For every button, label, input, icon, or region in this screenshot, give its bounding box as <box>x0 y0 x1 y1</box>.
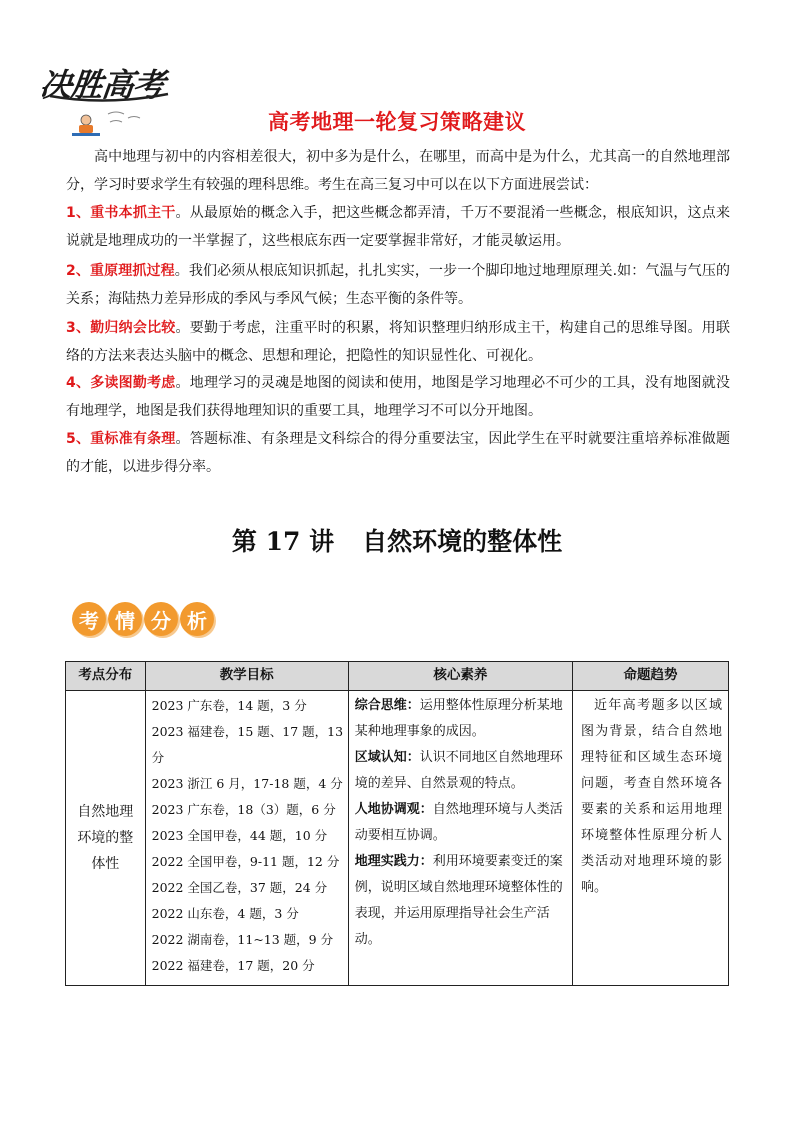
goal-item: 2023 全国甲卷，44 题，10 分 <box>151 828 328 843</box>
lecture-title: 自然环境的整体性 <box>362 527 563 556</box>
goal-item: 2022 湖南卷，11~13 题，9 分 <box>151 932 334 947</box>
lecture-number: 第 17 讲 <box>231 527 335 556</box>
literacy-text: 利用环境要素变迁的案例，说明区域自然地理环境整体性的表现，并运用原理指导社会生产活动。 <box>354 854 563 947</box>
tip-heading: 重书本抓主干 <box>90 205 176 221</box>
goals-cell <box>145 691 348 986</box>
intro-paragraph: 高中地理与初中的内容相差很大，初中多为是什么，在哪里，而高中是为什么，尤其高一的自然地理部分，学习时要求学生有较强的理科思维。考生在高三复习中可以在以下方面进展尝试： <box>66 149 730 193</box>
table-row <box>66 691 729 986</box>
header-cell: 考点分布 <box>66 662 146 691</box>
tip-number: 2、 <box>66 263 90 279</box>
tip-number: 4、 <box>66 375 91 391</box>
goal-item: 2023 福建卷，15 题、17 题，13 分 <box>151 724 344 765</box>
goal-item: 2023 广东卷，14 题，3 分 <box>151 698 307 713</box>
tip-heading: 重标准有条理 <box>90 431 176 447</box>
goal-item: 2023 广东卷，18（3）题，6 分 <box>151 802 336 817</box>
trend-cell: 近年高考题多以区域图为背景，结合自然地理特征和区域生态环境问题，考查自然环境各要素的关系和运用地理环境整体性原理分析人类活动对地理环境的影响。 <box>572 691 728 986</box>
tip-body: 。我们必须从根底知识抓起，扎扎实实，一步一个脚印地过地理原理关.如：气温与气压的关系；海陆热力差异形成的季风与季风气候；生态平衡的条件等。 <box>66 263 731 307</box>
tip-number: 1、 <box>66 205 91 221</box>
badge-char: 析 <box>180 602 214 636</box>
tip-body: 。答题标准、有条理是文科综合的得分重要法宝，因此学生在平时就要注重培养标准做题的才能，以进步得分率。 <box>66 431 730 475</box>
literacy-item <box>355 745 566 797</box>
goal-item: 2022 山东卷，4 题，3 分 <box>151 906 299 921</box>
literacy-label: 人地协调观： <box>354 802 433 817</box>
tip-3 <box>66 314 730 370</box>
tip-heading: 重原理抓过程 <box>90 263 175 279</box>
badge-char: 分 <box>144 602 178 636</box>
logo-text: 决胜高考 <box>37 66 166 104</box>
tip-number: 3、 <box>66 320 91 336</box>
literacy-label: 区域认知： <box>354 750 420 765</box>
tip-5 <box>66 425 730 481</box>
literacy-text: 自然地理环境与人类活动要相互协调。 <box>354 802 563 843</box>
literacy-cell <box>348 691 572 986</box>
goal-item: 2022 全国乙卷，37 题，24 分 <box>151 880 328 895</box>
tip-4 <box>66 369 730 425</box>
header-cell: 教学目标 <box>145 662 348 691</box>
literacy-item <box>355 797 566 849</box>
tip-number: 5、 <box>66 431 91 447</box>
literacy-item <box>355 849 566 953</box>
tip-1 <box>66 199 730 255</box>
literacy-label: 综合思维： <box>354 698 420 713</box>
goal-item: 2022 全国甲卷，9-11 题，12 分 <box>151 854 340 869</box>
tip-body: 。要勤于考虑，注重平时的积累，将知识整理归纳形成主干，构建自己的思维导图。用联络的方法来表达头脑中的概念、思想和理论，把隐性的知识显性化、可视化。 <box>66 320 730 364</box>
topic-cell: 自然地理环境的整体性 <box>66 691 146 986</box>
header-cell: 命题趋势 <box>572 662 728 691</box>
tip-heading: 勤归纳会比较 <box>90 320 176 336</box>
goal-item: 2022 福建卷，17 题，20 分 <box>151 958 315 973</box>
exam-analysis-table <box>65 661 729 986</box>
header-cell: 核心素养 <box>348 662 572 691</box>
goal-item: 2023 浙江 6 月，17-18 题，4 分 <box>151 776 343 791</box>
tip-heading: 多读图勤考虑 <box>90 375 176 391</box>
tip-2 <box>66 257 730 313</box>
literacy-label: 地理实践力： <box>354 854 433 869</box>
badge-char: 情 <box>108 602 142 636</box>
literacy-item <box>355 693 566 745</box>
literacy-text: 认识不同地区自然地理环境的差异、自然景观的特点。 <box>354 750 563 791</box>
literacy-text: 运用整体性原理分析某地某种地理事象的成因。 <box>354 698 563 739</box>
tip-body: 。地理学习的灵魂是地图的阅读和使用，地图是学习地理必不可少的工具，没有地图就没有地理学，地图是我们获得地理知识的重要工具，地理学习不可以分开地图。 <box>66 375 730 419</box>
tip-body: 。从最原始的概念入手，把这些概念都弄清，千万不要混淆一些概念，根底知识，这点来说就是地理成功的一半掌握了，这些根底东西一定要掌握非常好，才能灵敏运用。 <box>66 205 730 249</box>
lecture-heading <box>0 522 794 558</box>
section-badge <box>72 602 216 640</box>
badge-char: 考 <box>72 602 106 636</box>
table-header-row <box>66 662 729 691</box>
document-title: 高考地理一轮复习策略建议 <box>268 110 526 134</box>
